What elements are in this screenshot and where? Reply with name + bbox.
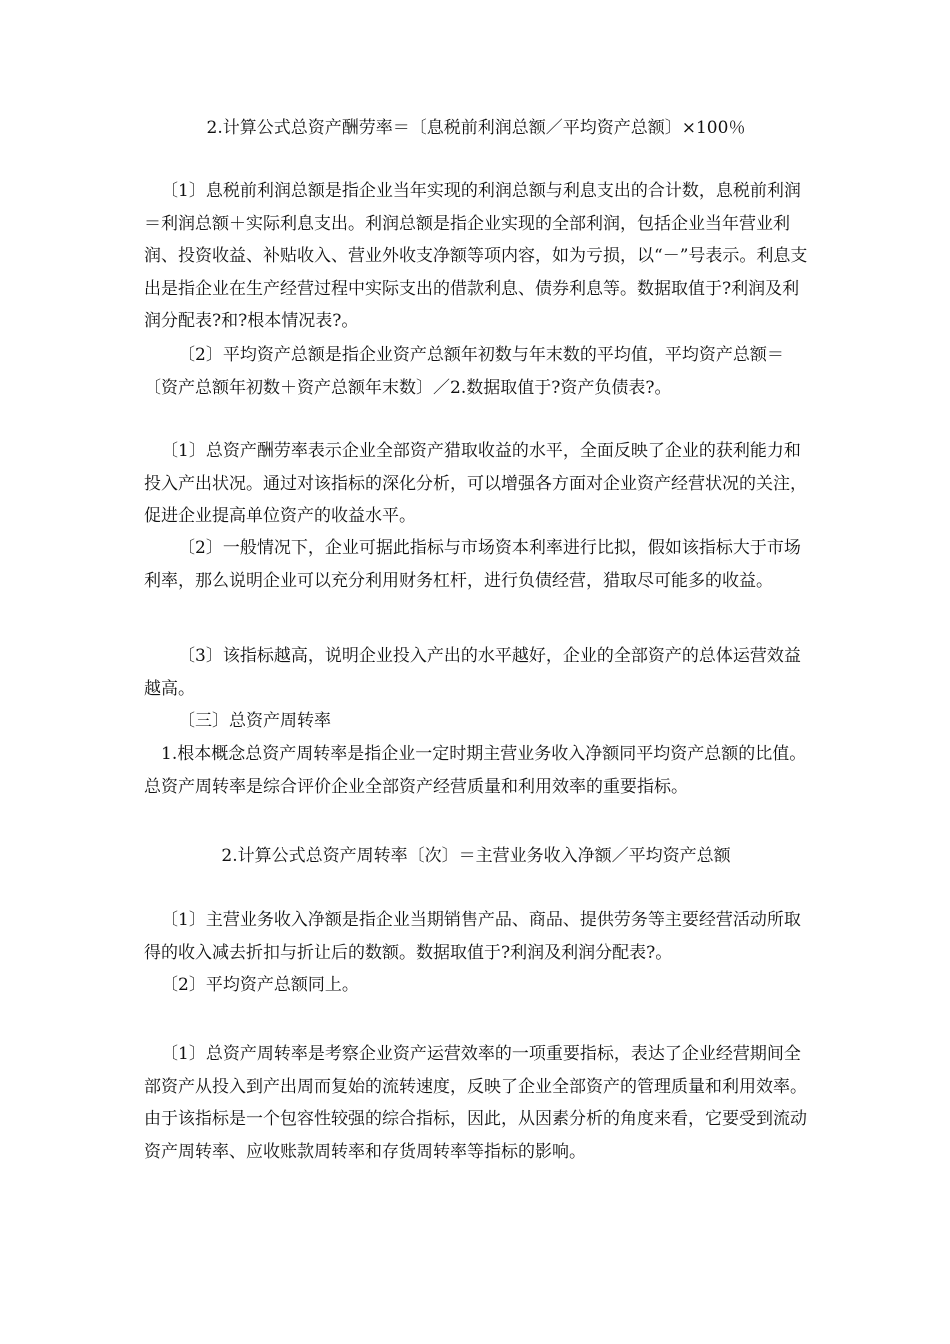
paragraph-net-revenue-definition: 〔1〕主营业务收入净额是指企业当期销售产品、商品、提供劳务等主要经营活动所取得的收入减去折扣与折让后的数额。数据取值于?利润及利润分配表?。 (144, 910, 801, 963)
paragraph-roa-meaning-2: 〔2〕一般情况下，企业可据此指标与市场资本利率进行比拟，假如该指标大于市场利率，那么说明企业可以充分利用财务杠杆，进行负债经营，猎取尽可能多的收益。 (144, 538, 801, 591)
formula-return-on-assets: 2.计算公式总资产酬劳率＝〔息税前利润总额／平均资产总额〕×100％ (206, 118, 746, 138)
paragraph-roa-meaning-3: 〔3〕该指标越高，说明企业投入产出的水平越好，企业的全部资产的总体运营效益越高。 (144, 646, 801, 699)
paragraph-roa-meaning-1: 〔1〕总资产酬劳率表示企业全部资产猎取收益的水平，全面反映了企业的获利能力和投入产出状况。通过对该指标的深化分析，可以增强各方面对企业资产经营状况的关注，促进企业提高单位资产的收益水平。 (144, 441, 807, 526)
section-heading-asset-turnover: 〔三〕总资产周转率 (178, 711, 331, 731)
paragraph-asset-turnover-meaning: 〔1〕总资产周转率是考察企业资产运营效率的一项重要指标，表达了企业经营期间全部资产从投入到产出周而复始的流转速度，反映了企业全部资产的管理质量和利用效率。由于该指标是一个包容性较强的综合指标，因此，从因素分析的角度来看，它要受到流动资产周转率、应收账款周转率和存货周转率等指标的影响。 (144, 1044, 807, 1162)
formula-asset-turnover: 2.计算公式总资产周转率〔次〕＝主营业务收入净额／平均资产总额 (221, 846, 731, 866)
paragraph-average-assets-definition: 〔2〕平均资产总额是指企业资产总额年初数与年末数的平均值，平均资产总额＝〔资产总额年初数＋资产总额年末数〕／2.数据取值于?资产负债表?。 (144, 345, 784, 398)
paragraph-average-assets-same: 〔2〕平均资产总额同上。 (161, 975, 359, 995)
paragraph-asset-turnover-concept: 1.根本概念总资产周转率是指企业一定时期主营业务收入净额同平均资产总额的比值。总资产周转率是综合评价企业全部资产经营质量和利用效率的重要指标。 (144, 744, 807, 797)
paragraph-ebit-definition: 〔1〕息税前利润总额是指企业当年实现的利润总额与利息支出的合计数，息税前利润＝利润总额＋实际利息支出。利润总额是指企业实现的全部利润，包括企业当年营业利润、投资收益、补贴收入、营业外收支净额等项内容，如为亏损，以“－”号表示。利息支出是指企业在生产经营过程中实际支出的借款利息、债券利息等。数据取值于?利润及利润分配表?和?根本情况表?。 (144, 181, 808, 331)
